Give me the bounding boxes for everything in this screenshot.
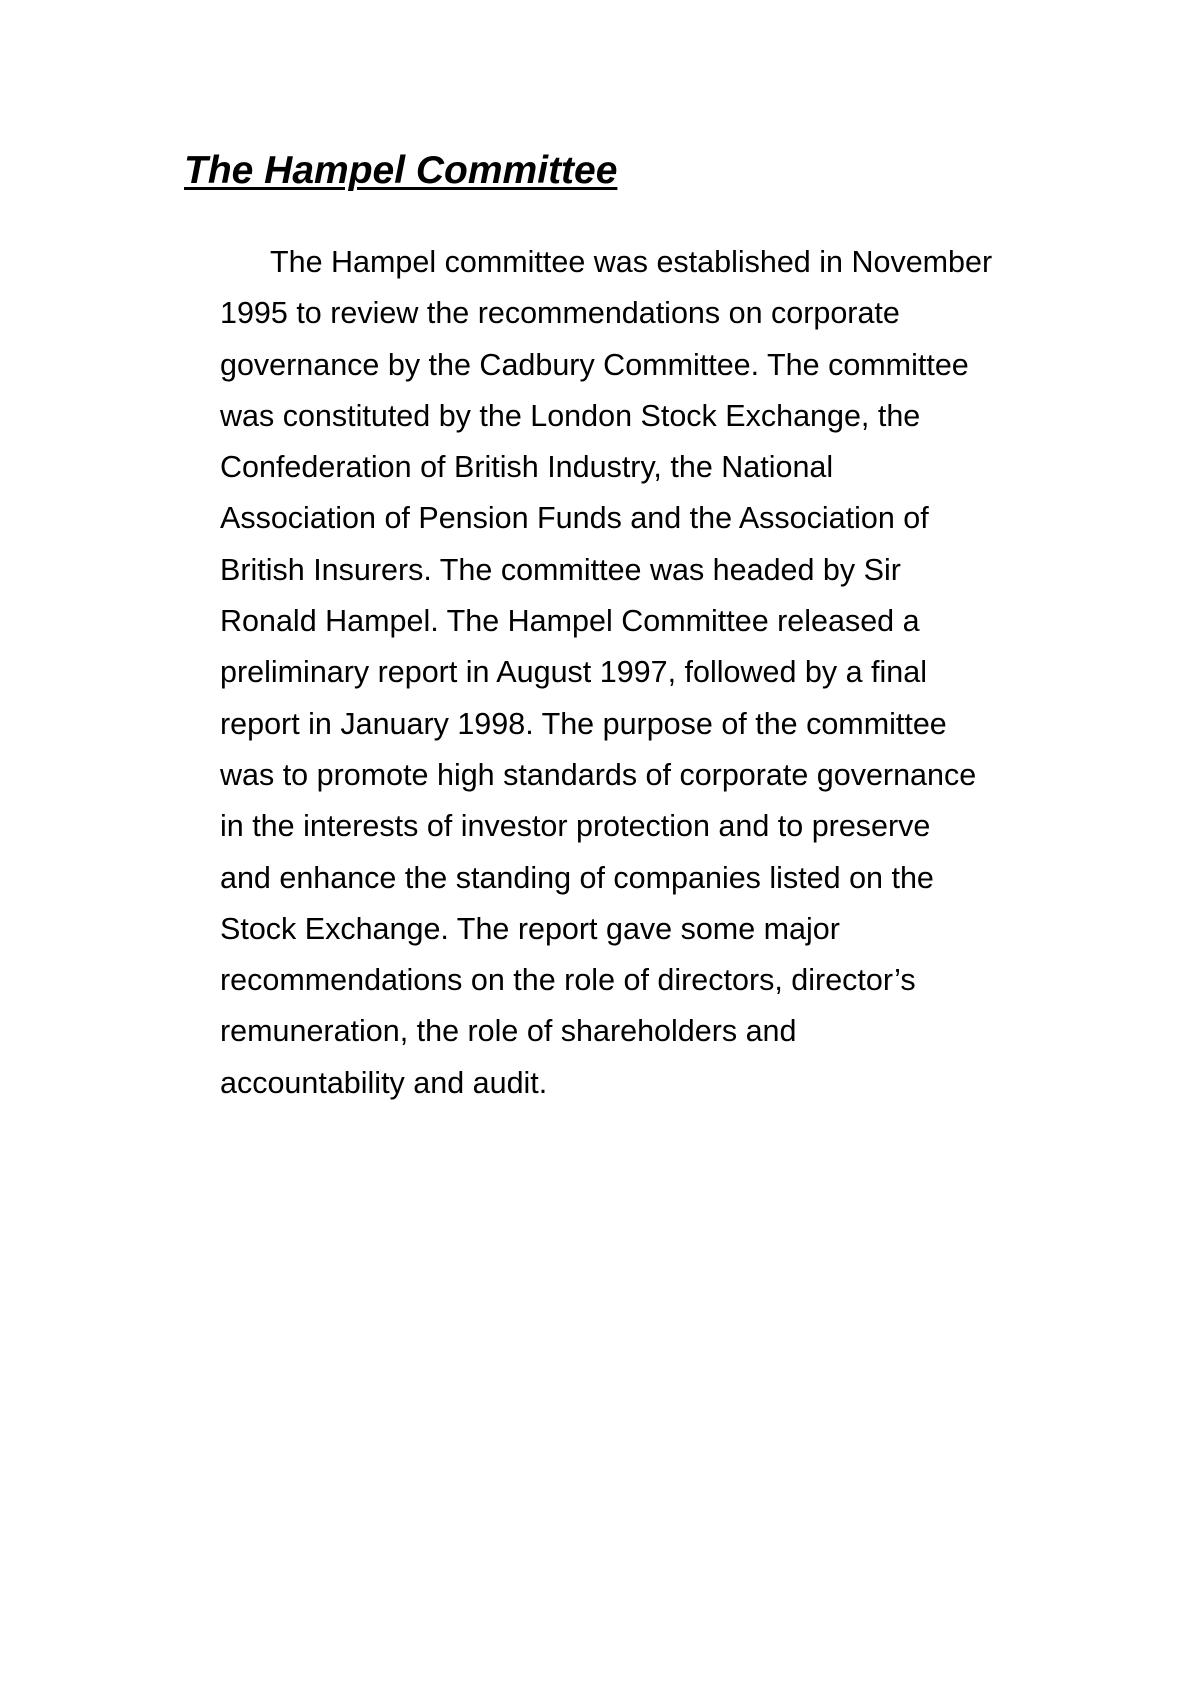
paragraph-line: recommendations on the role of directors, director’s — [220, 963, 916, 998]
paragraph-line: Confederation of British Industry, the National — [220, 450, 834, 485]
paragraph-line: The Hampel committee was established in November — [270, 245, 993, 279]
paragraph-line: Ronald Hampel. The Hampel Committee released a — [220, 604, 920, 639]
document-title: The Hampel Committee — [184, 149, 618, 192]
paragraph-line: Association of Pension Funds and the Association of — [220, 501, 929, 536]
paragraph-line: report in January 1998. The purpose of the committee — [220, 706, 947, 741]
document-paragraph — [220, 237, 1080, 1109]
paragraph-line: and enhance the standing of companies listed on the — [220, 860, 934, 895]
paragraph-line: governance by the Cadbury Committee. The committee — [220, 347, 969, 382]
paragraph-line: preliminary report in August 1997, followed by a final — [220, 655, 927, 690]
paragraph-line: in the interests of investor protection and to preserve — [220, 809, 931, 844]
paragraph-line: British Insurers. The committee was headed by Sir — [220, 552, 901, 587]
paragraph-line: was to promote high standards of corporate governance — [220, 757, 977, 792]
paragraph-line: accountability and audit. — [220, 1065, 548, 1100]
paragraph-line: was constituted by the London Stock Exchange, the — [220, 398, 921, 433]
paragraph-line: 1995 to review the recommendations on corporate — [220, 296, 900, 331]
paragraph-line: Stock Exchange. The report gave some major — [220, 911, 840, 946]
paragraph-line: remuneration, the role of shareholders and — [220, 1014, 797, 1049]
